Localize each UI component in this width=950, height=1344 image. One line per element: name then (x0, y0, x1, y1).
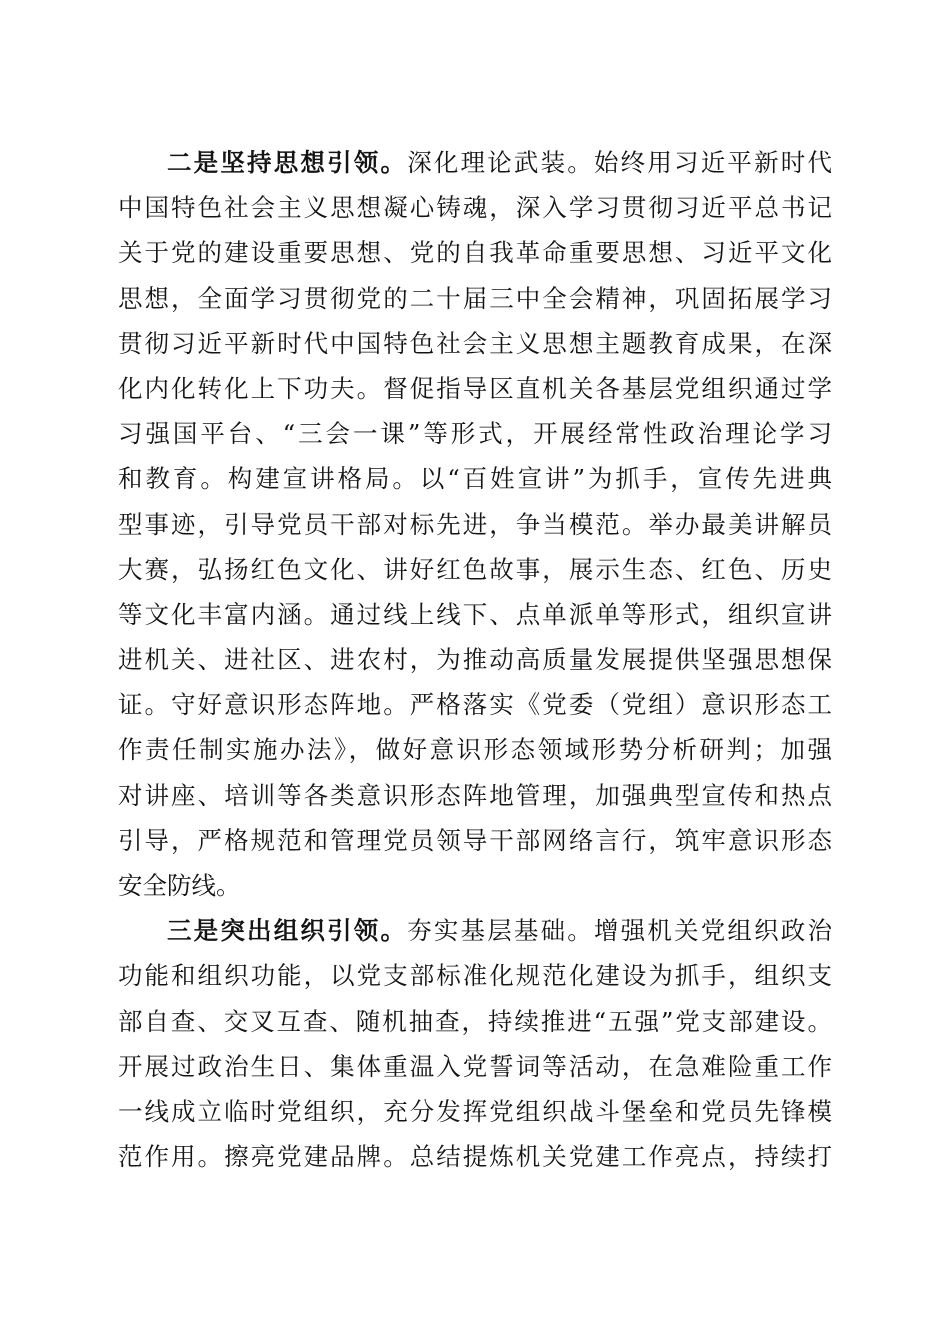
paragraph-ideological-guidance (118, 140, 832, 908)
text-line: 范作用。擦亮党建品牌。总结提炼机关党建工作亮点，持续打 (118, 1142, 832, 1172)
text-line: 开展过政治生日、集体重温入党誓词等活动，在急难险重工作 (118, 1051, 832, 1081)
text-line: 贯彻习近平新时代中国特色社会主义思想主题教育成果，在深 (118, 328, 832, 358)
text-line: 进机关、进社区、进农村，为推动高质量发展提供坚强思想保 (118, 645, 832, 675)
paragraph-heading: 二是坚持思想引领。 (167, 148, 408, 177)
text-line: 中国特色社会主义思想凝心铸魂，深入学习贯彻习近平总书记 (118, 193, 832, 223)
text-line: 证。守好意识形态阵地。严格落实《党委（党组）意识形态工 (118, 690, 832, 720)
document-body (118, 140, 832, 1179)
text-line: 一线成立临时党组织，充分发挥党组织战斗堡垒和党员先锋模 (118, 1096, 832, 1126)
text-line: 作责任制实施办法》，做好意识形态领域形势分析研判；加强 (118, 735, 832, 765)
text-line: 功能和组织功能，以党支部标准化规范化建设为抓手，组织支 (118, 961, 832, 991)
paragraph-first-line (118, 908, 832, 953)
text-run: 夯实基层基础。增强机关党组织政治 (407, 916, 832, 946)
paragraph-first-line (118, 140, 832, 185)
text-line: 大赛，弘扬红色文化、讲好红色故事，展示生态、红色、历史 (118, 554, 832, 584)
text-line: 和教育。构建宣讲格局。以“百姓宣讲”为抓手，宣传先进典 (118, 464, 832, 494)
text-line: 化内化转化上下功夫。督促指导区直机关各基层党组织通过学 (118, 373, 832, 403)
paragraph-organizational-guidance (118, 908, 832, 1179)
text-line: 型事迹，引导党员干部对标先进，争当模范。举办最美讲解员 (118, 509, 832, 539)
paragraph-heading: 三是突出组织引领。 (167, 916, 408, 946)
text-line: 对讲座、培训等各类意识形态阵地管理，加强典型宣传和热点 (118, 780, 832, 810)
text-line: 关于党的建设重要思想、党的自我革命重要思想、习近平文化 (118, 238, 832, 268)
text-line: 思想，全面学习贯彻党的二十届三中全会精神，巩固拓展学习 (118, 283, 832, 313)
text-line: 安全防线。 (118, 871, 241, 900)
text-line: 引导，严格规范和管理党员领导干部网络言行，筑牢意识形态 (118, 825, 832, 855)
text-line: 等文化丰富内涵。通过线上线下、点单派单等形式，组织宣讲 (118, 599, 832, 629)
text-line: 部自查、交叉互查、随机抽查，持续推进“五强”党支部建设。 (118, 1006, 832, 1036)
text-line: 习强国平台、“三会一课”等形式，开展经常性政治理论学习 (118, 419, 832, 449)
text-run: 深化理论武装。始终用习近平新时代 (407, 148, 832, 177)
